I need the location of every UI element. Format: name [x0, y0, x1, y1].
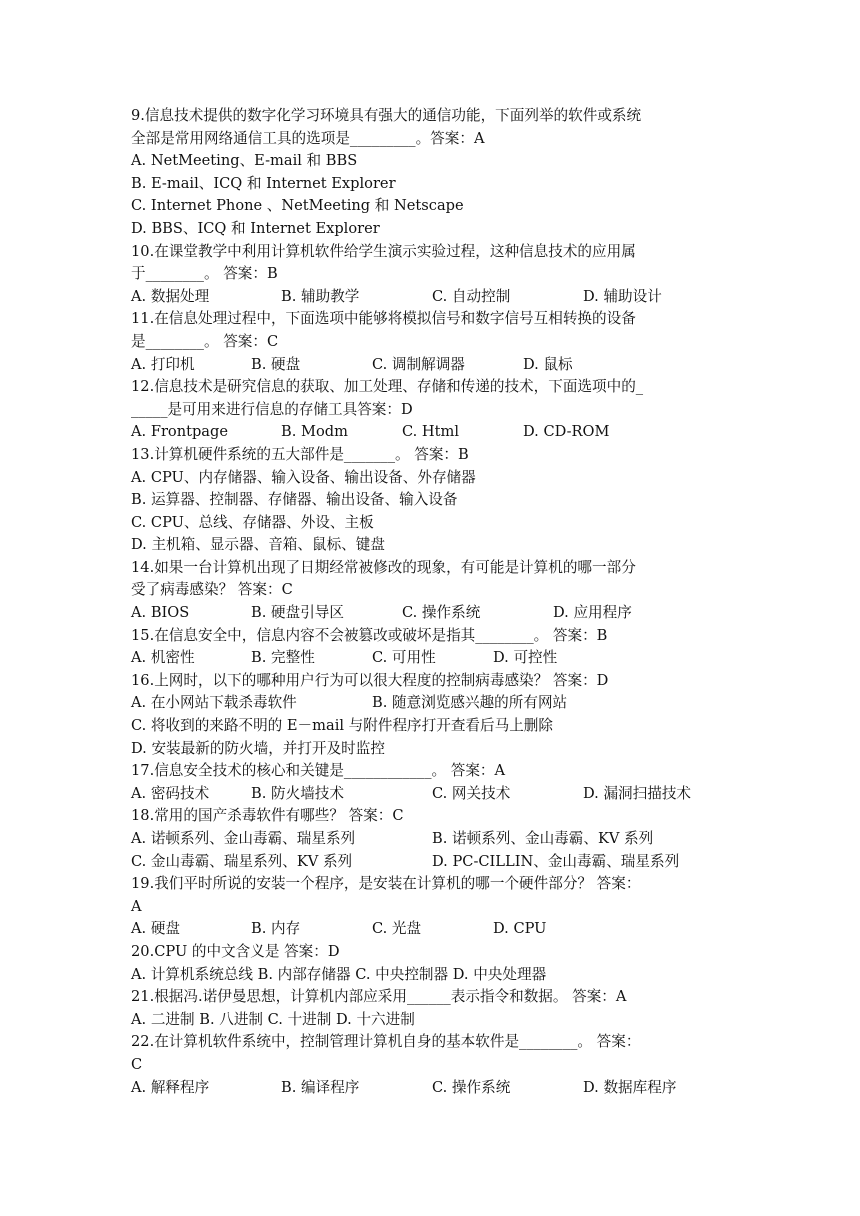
option-item: D. 应用程序 — [553, 604, 632, 622]
text-line: 全部是常用网络通信工具的选项是_________。答案：A — [131, 129, 485, 147]
option-item: B. 诺顿系列、金山毒霸、KV 系列 — [432, 830, 654, 847]
option-item: C. 调制解调器 — [372, 355, 465, 373]
text-line: 21.根据冯.诺伊曼思想，计算机内部应采用______表示指令和数据。 答案：A — [131, 988, 627, 1006]
option-item: B. 防火墙技术 — [251, 784, 344, 802]
text-line: 12.信息技术是研究信息的获取、加工处理、存储和传递的技术，下面选项中的_ — [131, 378, 644, 396]
options-row — [131, 1077, 731, 1100]
option-item: B. 辅助教学 — [281, 287, 360, 305]
text-line: 11.在信息处理过程中，下面选项中能够将模拟信号和数字信号互相转换的设备 — [131, 310, 636, 328]
option-item: D. 鼠标 — [523, 355, 573, 373]
option-item: C. 金山毒霸、瑞星系列、KV 系列 — [131, 852, 353, 870]
options-row — [131, 286, 731, 309]
text-line: A. 计算机系统总线 B. 内部存储器 C. 中央控制器 D. 中央处理器 — [131, 965, 547, 983]
option-item: B. 编译程序 — [281, 1078, 360, 1096]
text-line: 22.在计算机软件系统中，控制管理计算机自身的基本软件是________。 答案： — [131, 1033, 641, 1051]
option-item: D. CD-ROM — [523, 423, 610, 441]
text-line: C — [131, 1055, 143, 1073]
text-line: 是________。 答案：C — [131, 332, 279, 350]
text-line: 于________。 答案：B — [131, 265, 278, 283]
text-line: 15.在信息安全中，信息内容不会被篡改或破坏是指其________。 答案：B — [131, 626, 608, 644]
option-item: B. Modm — [281, 423, 348, 441]
text-line: B. 运算器、控制器、存储器、输出设备、输入设备 — [131, 491, 458, 509]
option-item: C. 操作系统 — [432, 1078, 511, 1096]
option-item: D. CPU — [493, 920, 547, 938]
text-line: 17.信息安全技术的核心和关键是____________。 答案：A — [131, 762, 506, 780]
option-item: A. 在小网站下载杀毒软件 — [131, 694, 297, 712]
option-item: A. 打印机 — [131, 355, 195, 373]
option-item: B. 硬盘引导区 — [251, 604, 344, 622]
option-item: B. 完整性 — [251, 649, 315, 667]
option-item: C. 网关技术 — [432, 784, 511, 802]
text-line: C. Internet Phone 、NetMeeting 和 Netscape — [131, 197, 464, 215]
text-line: D. 安装最新的防火墙，并打开及时监控 — [131, 739, 385, 757]
option-item: D. 漏洞扫描技术 — [583, 784, 692, 802]
option-item: C. 自动控制 — [432, 287, 511, 305]
options-row — [131, 692, 731, 715]
option-item: B. 内存 — [251, 920, 301, 938]
text-line: 9.信息技术提供的数字化学习环境具有强大的通信功能，下面列举的软件或系统 — [131, 107, 642, 124]
text-line: D. 主机箱、显示器、音箱、鼠标、键盘 — [131, 536, 385, 554]
text-line: D. BBS、ICQ 和 Internet Explorer — [131, 219, 380, 237]
options-row — [131, 354, 731, 377]
option-item: D. 数据库程序 — [583, 1078, 677, 1096]
option-item: A. Frontpage — [131, 423, 228, 441]
text-line: C. CPU、总线、存储器、外设、主板 — [131, 513, 374, 531]
option-item: A. 密码技术 — [131, 784, 210, 802]
text-line: B. E-mail、ICQ 和 Internet Explorer — [131, 174, 396, 192]
option-item: C. 可用性 — [372, 649, 436, 667]
options-row — [131, 828, 731, 851]
text-line: 20.CPU 的中文含义是 答案：D — [131, 942, 340, 960]
option-item: A. 诺顿系列、金山毒霸、瑞星系列 — [131, 830, 356, 847]
option-item: D. 可控性 — [493, 649, 558, 667]
options-row — [131, 602, 731, 625]
options-row — [131, 783, 731, 806]
text-line: A — [131, 897, 142, 915]
option-item: A. BIOS — [131, 604, 190, 622]
option-item: B. 硬盘 — [251, 355, 301, 373]
option-item: C. 光盘 — [372, 920, 422, 938]
option-item: B. 随意浏览感兴趣的所有网站 — [372, 694, 568, 712]
text-line: A. 二进制 B. 八进制 C. 十进制 D. 十六进制 — [131, 1010, 415, 1028]
text-line: C. 将收到的来路不明的 E－mail 与附件程序打开查看后马上删除 — [131, 717, 553, 735]
option-item: C. 操作系统 — [402, 604, 481, 622]
options-row — [131, 918, 731, 941]
text-line: _____是可用来进行信息的存储工具答案：D — [131, 400, 413, 418]
option-item: C. Html — [402, 423, 460, 441]
text-line: 19.我们平时所说的安装一个程序，是安装在计算机的哪一个硬件部分？ 答案： — [131, 875, 641, 893]
option-item: A. 硬盘 — [131, 920, 181, 938]
option-item: A. 解释程序 — [131, 1078, 210, 1096]
option-item: A. 数据处理 — [131, 287, 210, 305]
text-line: 18.常用的国产杀毒软件有哪些？ 答案：C — [131, 807, 404, 825]
options-row — [131, 647, 731, 670]
document-page — [131, 105, 731, 1099]
text-line: 10.在课堂教学中利用计算机软件给学生演示实验过程，这种信息技术的应用属 — [131, 242, 636, 260]
text-line: 16.上网时，以下的哪种用户行为可以很大程度的控制病毒感染？ 答案：D — [131, 671, 609, 689]
text-line: 13.计算机硬件系统的五大部件是_______。 答案：B — [131, 445, 469, 463]
option-item: D. PC-CILLIN、金山毒霸、瑞星系列 — [432, 852, 680, 870]
text-line: A. CPU、内存储器、输入设备、输出设备、外存储器 — [131, 468, 476, 486]
options-row — [131, 421, 731, 444]
text-line: A. NetMeeting、E-mail 和 BBS — [131, 152, 358, 170]
text-line: 14.如果一台计算机出现了日期经常被修改的现象，有可能是计算机的哪一部分 — [131, 558, 636, 576]
options-row — [131, 851, 731, 874]
option-item: A. 机密性 — [131, 649, 195, 667]
text-line: 受了病毒感染？ 答案：C — [131, 581, 293, 599]
option-item: D. 辅助设计 — [583, 287, 662, 305]
